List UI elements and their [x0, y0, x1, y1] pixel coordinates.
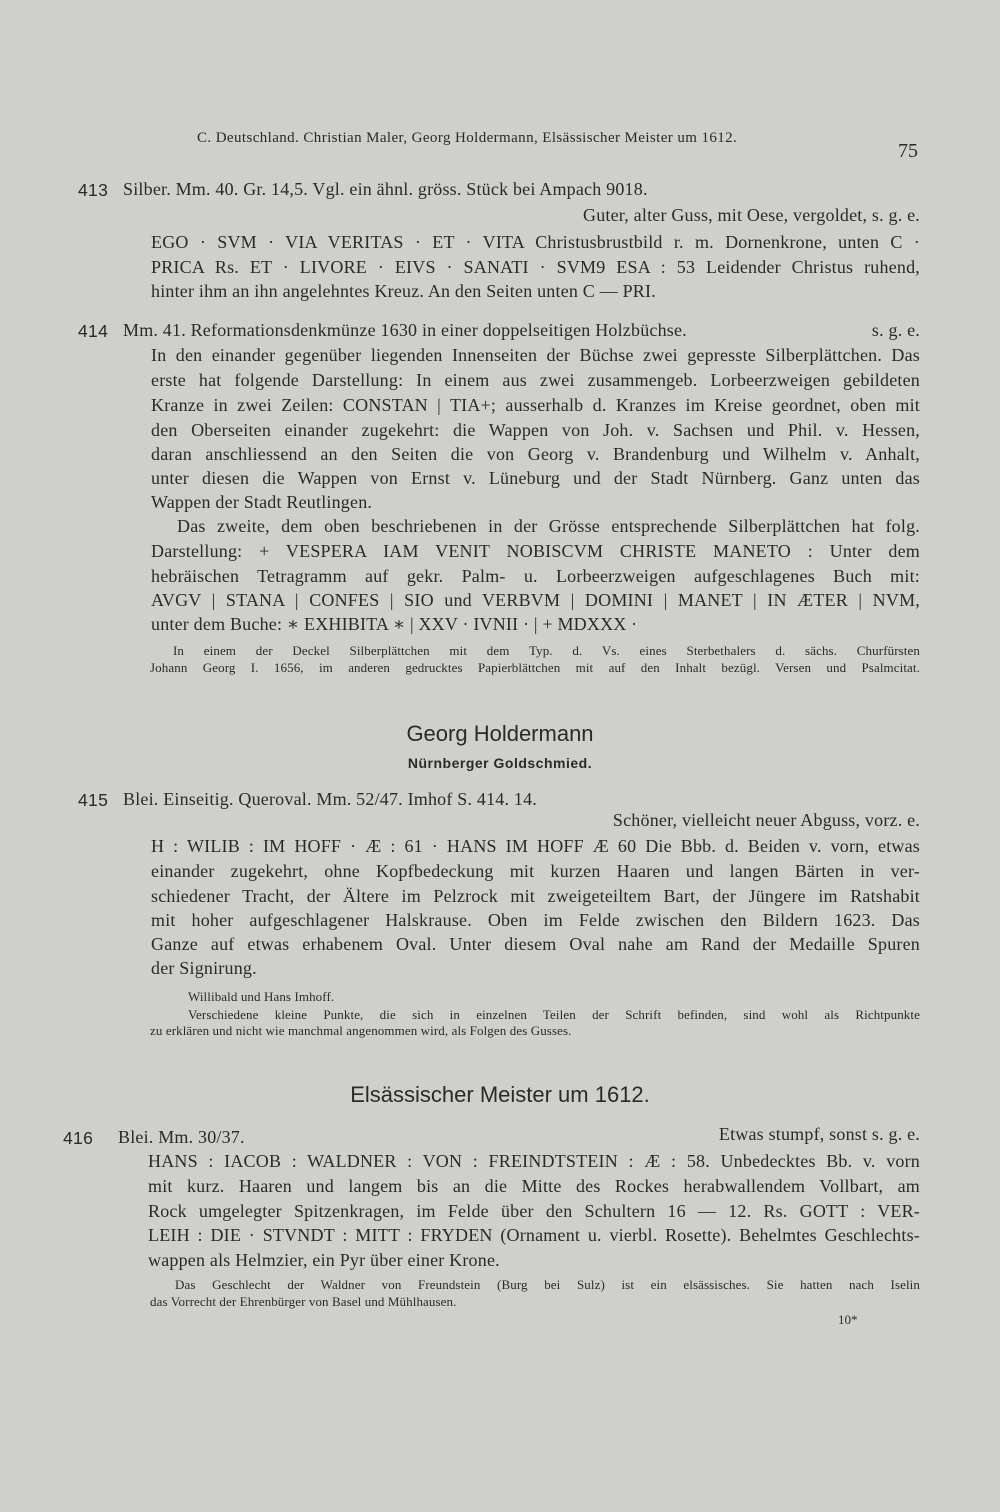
section-title: Elsässischer Meister um 1612. — [350, 1082, 650, 1107]
entry-line: Das zweite, dem oben beschriebenen in der Grösse entsprechende Silberplättchen hat folg. — [177, 516, 920, 536]
entry-note: zu erklären und nicht wie manchmal angenommen wird, als Folgen des Gusses. — [150, 1023, 572, 1038]
entry-line: Wappen der Stadt Reutlingen. — [151, 492, 373, 512]
entry-note: Willibald und Hans Imhoff. — [188, 989, 335, 1004]
entry-number: 414 — [78, 321, 109, 341]
entry-line: daran anschliessend an den Seiten die von Georg v. Brandenburg und Wilhelm v. Anhalt, — [151, 444, 920, 464]
section-subtitle: Nürnberger Goldschmied. — [407, 755, 593, 771]
signature-mark: 10* — [838, 1312, 858, 1327]
page-number: 75 — [898, 140, 918, 162]
entry-line: mit hoher aufgeschlagener Halskrause. Oben im Felde zwischen den Bildern 1623. Das — [151, 910, 920, 930]
entry-line: Guter, alter Guss, mit Oese, vergoldet, s. g. e. — [583, 205, 920, 225]
entry-number: 413 — [78, 180, 109, 200]
entry-line: Mm. 41. Reformationsdenkmünze 1630 in einer doppelseitigen Holzbüchse. — [123, 320, 687, 340]
entry-line: hinter ihm an ihn angelehntes Kreuz. An den Seiten unten C — PRI. — [151, 281, 656, 301]
entry-line: Blei. Mm. 30/37. — [118, 1127, 245, 1147]
entry-number: 416 — [63, 1128, 94, 1148]
entry-line: der Signirung. — [151, 958, 257, 978]
entry-line: Kranze in zwei Zeilen: CONSTAN | TIA+; ausserhalb d. Kranzes im Kreise geordnet, oben mit — [151, 395, 920, 415]
entry-line: H : WILIB : IM HOFF · Æ : 61 · HANS IM HOFF Æ 60 Die Bbb. d. Beiden v. vorn, etwas — [151, 836, 920, 856]
entry-note: Johann Georg I. 1656, im anderen gedrucktes Papierblättchen mit auf den Inhalt bezügl. Versen und Psalmcitat. — [150, 660, 920, 675]
entry-line: EGO · SVM · VIA VERITAS · ET · VITA Christusbrustbild r. m. Dornenkrone, unten C · — [151, 232, 920, 252]
entry-note: In einem der Deckel Silberplättchen mit dem Typ. d. Vs. eines Sterbethalers d. sächs. Churfürsten — [173, 643, 920, 658]
entry-line: AVGV | STANA | CONFES | SIO und VERBVM | DOMINI | MANET | IN ÆTER | NVM, — [151, 590, 920, 610]
entry-line: hebräischen Tetragramm auf gekr. Palm- u. Lorbeerzweigen aufgeschlagenes Buch mit: — [151, 566, 920, 586]
entry-line: wappen als Helmzier, ein Pyr über einer Krone. — [148, 1250, 500, 1270]
entry-line: Schöner, vielleicht neuer Abguss, vorz. e. — [612, 810, 920, 830]
entry-line: einander zugekehrt, ohne Kopfbedeckung mit kurzen Haaren und langen Bärten in ver- — [151, 861, 920, 881]
entry-line: Etwas stumpf, sonst s. g. e. — [718, 1124, 920, 1144]
entry-note: Verschiedene kleine Punkte, die sich in einzelnen Teilen der Schrift befinden, sind wohl als Richtpunkte — [188, 1007, 920, 1022]
entry-line: Darstellung: + VESPERA IAM VENIT NOBISCVM CHRISTE MANETO : Unter dem — [151, 541, 920, 561]
entry-line: mit kurz. Haaren und langem bis an die Mitte des Rockes herabwallendem Vollbart, am — [148, 1176, 920, 1196]
entry-line: In den einander gegenüber liegenden Innenseiten der Büchse zwei gepresste Silberplättchen. Das — [151, 345, 920, 365]
entry-line: Blei. Einseitig. Queroval. Mm. 52/47. Imhof S. 414. 14. — [123, 789, 537, 809]
entry-line: Rock umgelegter Spitzenkragen, im Felde über den Schultern 16 — 12. Rs. GOTT : VER- — [148, 1201, 920, 1221]
entry-line: HANS : IACOB : WALDNER : VON : FREINDTSTEIN : Æ : 58. Unbedecktes Bb. v. vorn — [148, 1151, 920, 1171]
running-title: C. Deutschland. Christian Maler, Georg Holdermann, Elsässischer Meister um 1612. — [197, 130, 738, 146]
entry-line: Silber. Mm. 40. Gr. 14,5. Vgl. ein ähnl. gröss. Stück bei Ampach 9018. — [123, 179, 648, 199]
entry-line: s. g. e. — [871, 320, 920, 340]
entry-number: 415 — [78, 790, 109, 810]
entry-note: das Vorrecht der Ehrenbürger von Basel und Mühlhausen. — [150, 1294, 457, 1309]
section-title: Georg Holdermann — [406, 721, 594, 746]
entry-line: schiedener Tracht, der Ältere im Pelzrock mit zweigeteiltem Bart, der Jüngere im Ratshabit — [151, 886, 920, 906]
entry-line: unter diesen die Wappen von Ernst v. Lüneburg und der Stadt Nürnberg. Ganz unten das — [151, 468, 920, 488]
entry-line: Ganze auf etwas erhabenem Oval. Unter diesem Oval nahe am Rand der Medaille Spuren — [151, 934, 920, 954]
entry-line: PRICA Rs. ET · LIVORE · EIVS · SANATI · SVM9 ESA : 53 Leidender Christus ruhend, — [151, 257, 920, 277]
entry-line: den Oberseiten einander zugekehrt: die Wappen von Joh. v. Sachsen und Phil. v. Hessen, — [151, 420, 920, 440]
entry-line: erste hat folgende Darstellung: In einem aus zwei zusammengeb. Lorbeerzweigen gebildeten — [151, 370, 920, 390]
entry-line: LEIH : DIE · STVNDT : MITT : FRYDEN (Ornament u. vierbl. Rosette). Behelmtes Geschlechts- — [148, 1225, 920, 1245]
entry-note: Das Geschlecht der Waldner von Freundstein (Burg bei Sulz) ist ein elsässisches. Sie hatten nach Iselin — [175, 1277, 920, 1292]
entry-line: unter dem Buche: ∗ EXHIBITA ∗ | XXV · IVNII · | + MDXXX · — [151, 614, 638, 634]
